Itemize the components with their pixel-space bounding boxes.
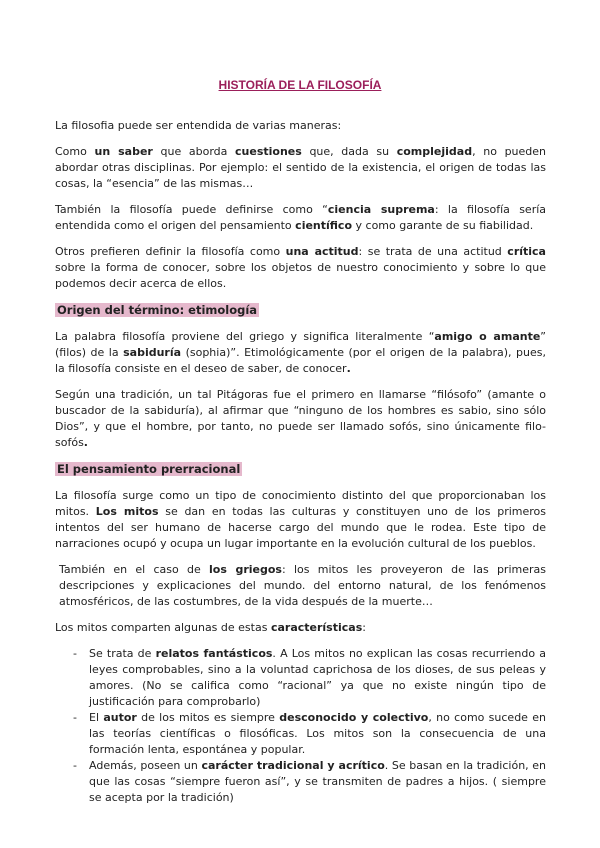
pitagoras-paragraph: Según una tradición, un tal Pitágoras fue el primero en llamarse “filósofo” (amante o buscador de la sabiduría), al afirmar que “ninguno de los hombres es sabio, sino sólo Dios”, y que el hombre, por tanto, no puede ser llamado sofós, sino únicamente filo-sofós.	[55, 388, 546, 449]
list-item: - Además, poseen un carácter tradicional y acrítico. Se basan en la tradición, en que las cosas “siempre fueron así”, y se transmiten de padres a hijos. ( siempre se acepta por la tradición)	[89, 758, 546, 806]
section-heading-etimologia: Origen del término: etimología	[57, 303, 258, 317]
list-item: - El autor de los mitos es siempre desconocido y colectivo, no como sucede en las teorías científicas o filosóficas. Los mitos son la consecuencia de una formación lenta, espontánea y popular.	[89, 710, 546, 758]
page-title: HISTORÍA DE LA FILOSOFÍA	[218, 78, 382, 92]
griegos-paragraph: También en el caso de los griegos: los mitos les proveyeron de las primeras descripciones y explicaciones del mundo. del entorno natural, de los fenómenos atmosféricos, de las costumbres, de la vida después de la muerte…	[59, 563, 546, 608]
caracteristicas-paragraph: Los mitos comparten algunas de estas características:	[55, 621, 366, 634]
document-body	[55, 118, 546, 806]
caracteristicas-list	[55, 646, 546, 806]
intro-paragraph: La filosofia puede ser entendida de varias maneras:	[55, 119, 342, 132]
section-heading-prerracional: El pensamiento prerracional	[57, 462, 241, 476]
mitos-paragraph: La filosofía surge como un tipo de conocimiento distinto del que proporcionaban los mitos. Los mitos se dan en todas las culturas y constituyen uno de los primeros intentos del ser humano de hacerse cargo del mundo que le rodea. Este tipo de narraciones ocupó y ocupa un lugar importante en la evolución cultural de los pueblos.	[55, 489, 547, 550]
etimologia-paragraph: La palabra filosofía proviene del griego y significa literalmente “amigo o amante” (filos) de la sabiduría (sophia)”. Etimológicamente (por el origen de la palabra), pues, la filosofía consiste en el deseo de saber, de conocer.	[55, 330, 546, 375]
definition-ciencia-paragraph: También la filosofía puede definirse como “ciencia suprema: la filosofía sería entendida como el origen del pensamiento científico y como garante de su fiabilidad.	[55, 203, 547, 232]
definition-saber-paragraph: Como un saber que aborda cuestiones que, dada su complejidad, no pueden abordar otras disciplinas. Por ejemplo: el sentido de la existencia, el origen de todas las cosas, la “esencia” de las mismas…	[55, 145, 547, 190]
definition-actitud-paragraph: Otros prefieren definir la filosofía como una actitud: se trata de una actitud crítica sobre la forma de conocer, sobre los objetos de nuestro conocimiento y sobre lo que podemos decir acerca de ellos.	[55, 245, 546, 290]
list-item: - Se trata de relatos fantásticos. A Los mitos no explican las cosas recurriendo a leyes comprobables, sino a la voluntad caprichosa de los dioses, de sus peleas y amores. (No se califica como “racional” ya que no existe ningún tipo de justificación para comprobarlo)	[89, 646, 546, 710]
